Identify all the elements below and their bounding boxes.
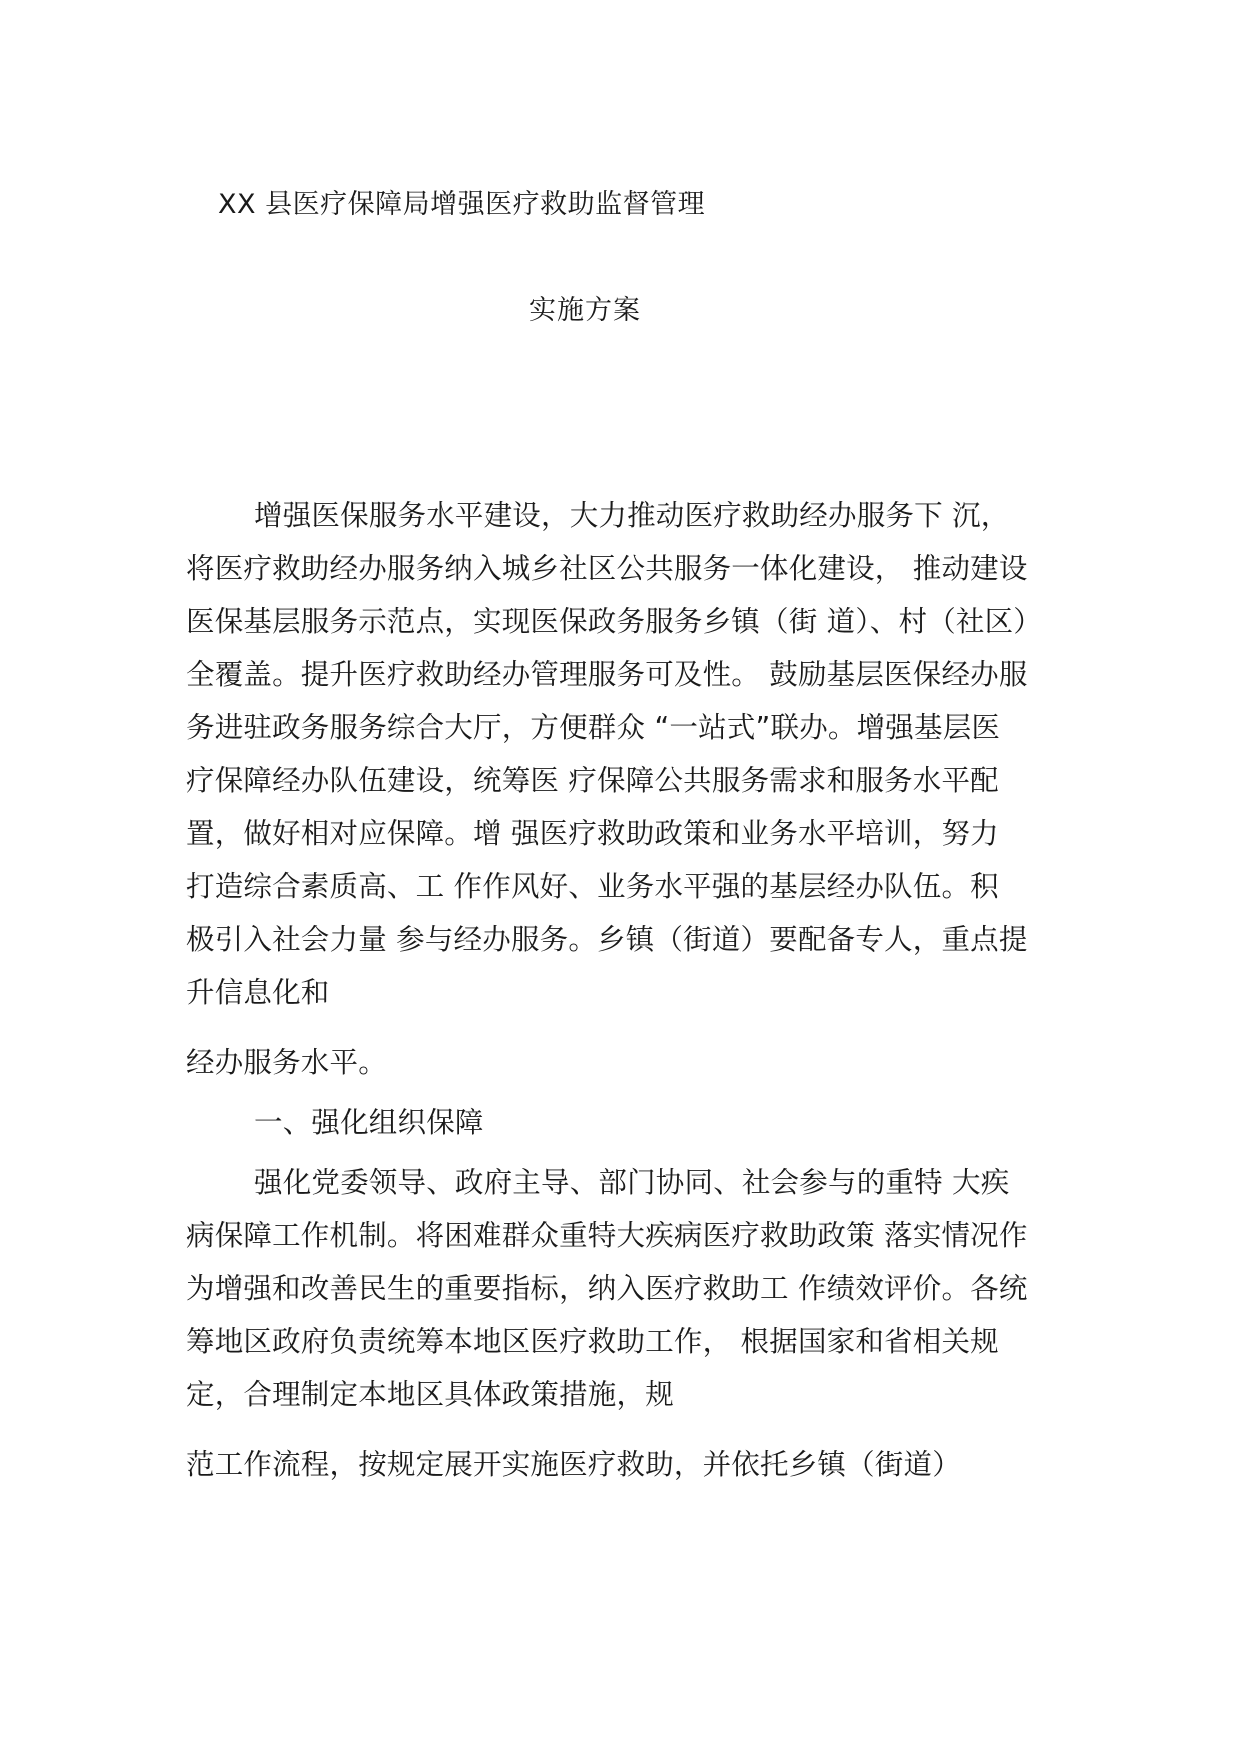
paragraph-line: 经办服务水平。 <box>186 1046 387 1079</box>
paragraph-line: 置，做好相对应保障。增 强医疗救助政策和业务水平培训，努力 <box>186 817 999 850</box>
paragraph-line: 为增强和改善民生的重要指标，纳入医疗救助工 作绩效评价。各统 <box>186 1272 1028 1305</box>
paragraph-line: 范工作流程，按规定展开实施医疗救助，并依托乡镇（街道） <box>186 1448 961 1481</box>
paragraph-line: 打造综合素质高、工 作作风好、业务水平强的基层经办队伍。积 <box>186 870 999 903</box>
paragraph-line: 务进驻政务服务综合大厅，方便群众 “一站式”联办。增强基层医 <box>186 711 1001 744</box>
paragraph-line: 升信息化和 <box>186 976 330 1009</box>
paragraph-line: 定，合理制定本地区具体政策措施，规 <box>186 1378 674 1411</box>
paragraph-line: 医保基层服务示范点，实现医保政务服务乡镇（街 道）、村（社区） <box>186 605 1043 638</box>
section-heading: 一、强化组织保障 <box>254 1106 484 1139</box>
paragraph-line: 极引入社会力量 参与经办服务。乡镇（街道）要配备专人，重点提 <box>186 923 1028 956</box>
paragraph-line: 筹地区政府负责统筹本地区医疗救助工作， 根据国家和省相关规 <box>186 1325 999 1358</box>
document-subtitle: 实施方案 <box>529 295 641 326</box>
paragraph-line: 强化党委领导、政府主导、部门协同、社会参与的重特 大疾 <box>254 1166 1010 1199</box>
document-title: XX 县医疗保障局增强医疗救助监督管理 <box>218 189 706 220</box>
paragraph-line: 增强医保服务水平建设，大力推动医疗救助经办服务下 沉， <box>254 499 1010 532</box>
paragraph-line: 疗保障经办队伍建设，统筹医 疗保障公共服务需求和服务水平配 <box>186 764 999 797</box>
paragraph-line: 将医疗救助经办服务纳入城乡社区公共服务一体化建设， 推动建设 <box>186 552 1028 585</box>
paragraph-line: 病保障工作机制。将困难群众重特大疾病医疗救助政策 落实情况作 <box>186 1219 1028 1252</box>
paragraph-line: 全覆盖。提升医疗救助经办管理服务可及性。 鼓励基层医保经办服 <box>186 658 1028 691</box>
